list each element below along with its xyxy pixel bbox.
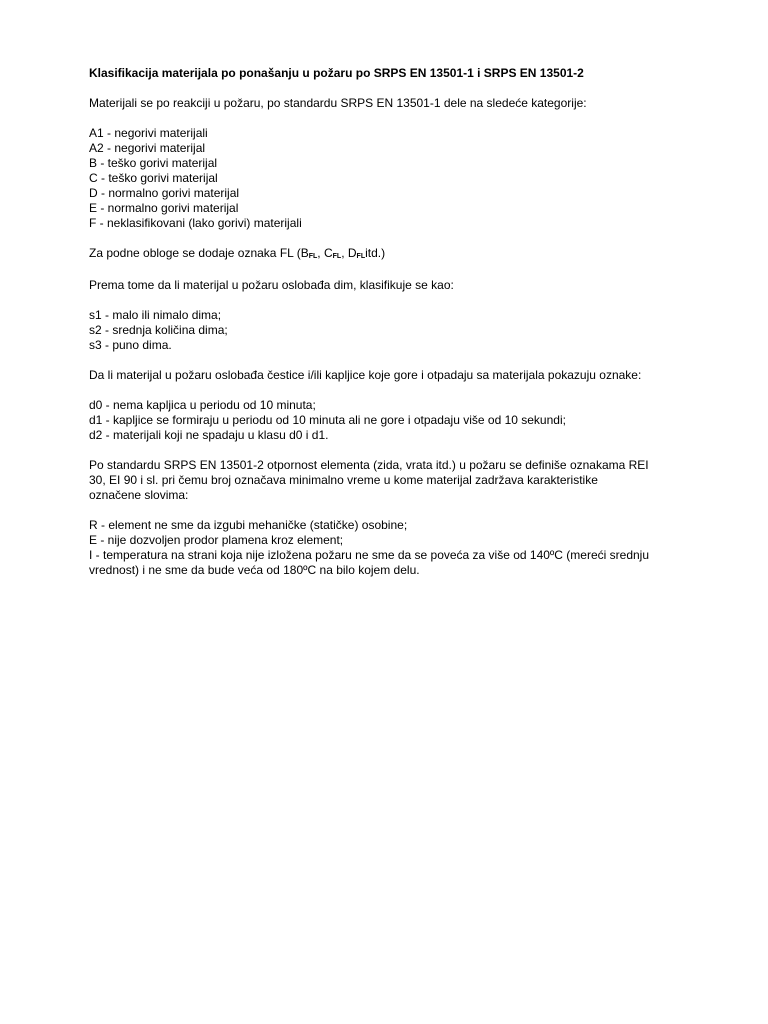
reaction-categories-list (89, 126, 709, 231)
criteria-list (89, 518, 709, 578)
list-item: E - nije dozvoljen prodor plamena kroz element; (89, 533, 344, 547)
list-item: d0 - nema kapljica u periodu od 10 minuta; (89, 398, 316, 412)
floor-prefix: Za podne obloge se dodaje oznaka FL ( (89, 246, 301, 260)
smoke-intro-paragraph: Prema tome da li materijal u požaru oslobađa dim, klasifikuje se kao: (89, 278, 454, 292)
floor-d: D (347, 246, 357, 260)
list-item: C - teško gorivi materijal (89, 171, 218, 185)
list-item: s3 - puno dima. (89, 338, 172, 352)
floor-b: B (300, 246, 309, 260)
list-item: I - temperatura na strani koja nije izložena požaru ne sme da se poveća za više od 140ºC (mereći srednju (89, 548, 650, 562)
list-item: A1 - negorivi materijali (89, 126, 208, 140)
list-item: A2 - negorivi materijal (89, 141, 206, 155)
resistance-paragraph (89, 458, 709, 503)
floor-sep-2: , (341, 246, 348, 260)
paragraph-line: Po standardu SRPS EN 13501-2 otpornost elementa (zida, vrata itd.) u požaru se definiše oznakama REI (89, 458, 649, 472)
list-item: R - element ne sme da izgubi mehaničke (statičke) osobine; (89, 518, 408, 532)
floor-covering-paragraph (89, 246, 709, 263)
smoke-list (89, 308, 709, 353)
floor-c: C (323, 246, 333, 260)
floor-sep-1: , (317, 246, 324, 260)
floor-b-subscript: FL (308, 253, 318, 260)
list-item: vrednost) i ne sme da bude veća od 180ºC na bilo kojem delu. (89, 563, 420, 577)
droplets-intro-paragraph: Da li materijal u požaru oslobađa čestice i/ili kapljice koje gore i otpadaju sa materijala pokazuju oznake: (89, 368, 642, 382)
document-body (89, 66, 709, 593)
floor-d-subscript: FL (356, 253, 366, 260)
droplets-list (89, 398, 709, 443)
list-item: s2 - srednja količina dima; (89, 323, 228, 337)
floor-c-subscript: FL (332, 253, 342, 260)
intro-paragraph: Materijali se po reakciji u požaru, po standardu SRPS EN 13501-1 dele na sledeće kategorije: (89, 96, 587, 110)
list-item: B - teško gorivi materijal (89, 156, 218, 170)
document-title: Klasifikacija materijala po ponašanju u požaru po SRPS EN 13501-1 i SRPS EN 13501-2 (89, 66, 584, 80)
list-item: F - neklasifikovani (lako gorivi) materijali (89, 216, 302, 230)
list-item: s1 - malo ili nimalo dima; (89, 308, 222, 322)
floor-suffix: itd.) (365, 246, 386, 260)
list-item: E - normalno gorivi materijal (89, 201, 239, 215)
list-item: d1 - kapljice se formiraju u periodu od 10 minuta ali ne gore i otpadaju više od 10 sekundi; (89, 413, 566, 427)
list-item: D - normalno gorivi materijal (89, 186, 240, 200)
paragraph-line: označene slovima: (89, 488, 189, 502)
paragraph-line: 30, EI 90 i sl. pri čemu broj označava minimalno vreme u kome materijal zadržava karakteristike (89, 473, 598, 487)
list-item: d2 - materijali koji ne spadaju u klasu d0 i d1. (89, 428, 329, 442)
